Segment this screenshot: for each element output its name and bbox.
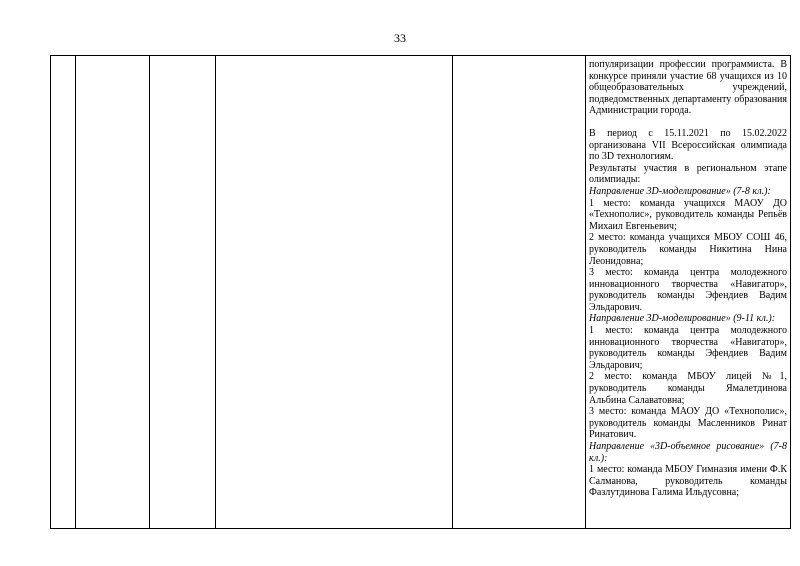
paragraph: 1 место: команда центра молодежного инновационного творчества «Навигатор», руководитель команды Эфендиев Вадим Эльдарович; [589, 325, 787, 371]
paragraph: 1 место: команда МБОУ Гимназия имени Ф.К Салманова, руководитель команды Фазлутдинова Галима Ильдусовна; [589, 464, 787, 499]
table-column-divider [149, 56, 150, 528]
table-column-divider [75, 56, 76, 528]
paragraph: популяризации профессии программиста. В конкурсе приняли участие 68 учащихся из 10 общеобразовательных учреждений, подведомственных департаменту образования Администрации города. [589, 59, 787, 117]
table-column-divider [215, 56, 216, 528]
paragraph: 2 место: команда МБОУ лицей №1, руководитель команды Ямалетдинова Альбина Салаватовна; [589, 371, 787, 406]
page-number: 33 [394, 31, 406, 45]
paragraph: 3 место: команда МАОУ ДО «Технополис», руководитель команды Масленников Ринат Ринатович. [589, 406, 787, 441]
paragraph: Направление 3D-моделирование» (7-8 кл.): [589, 185, 771, 197]
paragraph: Направление «3D-объемное рисование» (7-8 кл.): [589, 441, 787, 464]
table-column-divider [585, 56, 586, 528]
paragraph: В период с 15.11.2021 по 15.02.2022 организована VII Всероссийская олимпиада по 3D технологиям. [589, 127, 787, 163]
paragraph: Направление 3D-моделирование» (9-11 кл.): [589, 313, 776, 325]
paragraph: 3 место: команда центра молодежного инновационного творчества «Навигатор», руководитель команды Эфендиев Вадим Эльдарович. [589, 267, 787, 313]
paragraph: 1 место: команда учащихся МАОУ ДО «Технополис», руководитель команды Репьёв Михаил Евгеньевич; [589, 197, 787, 232]
paragraph: Результаты участия в региональном этапе олимпиады: [589, 162, 787, 186]
paragraph: 2 место: команда учащихся МБОУ СОШ 46, руководитель команды Никитина Нина Леонидовна; [589, 232, 787, 267]
table [50, 55, 791, 529]
table-cell-results [589, 59, 787, 499]
table-column-divider [452, 56, 453, 528]
